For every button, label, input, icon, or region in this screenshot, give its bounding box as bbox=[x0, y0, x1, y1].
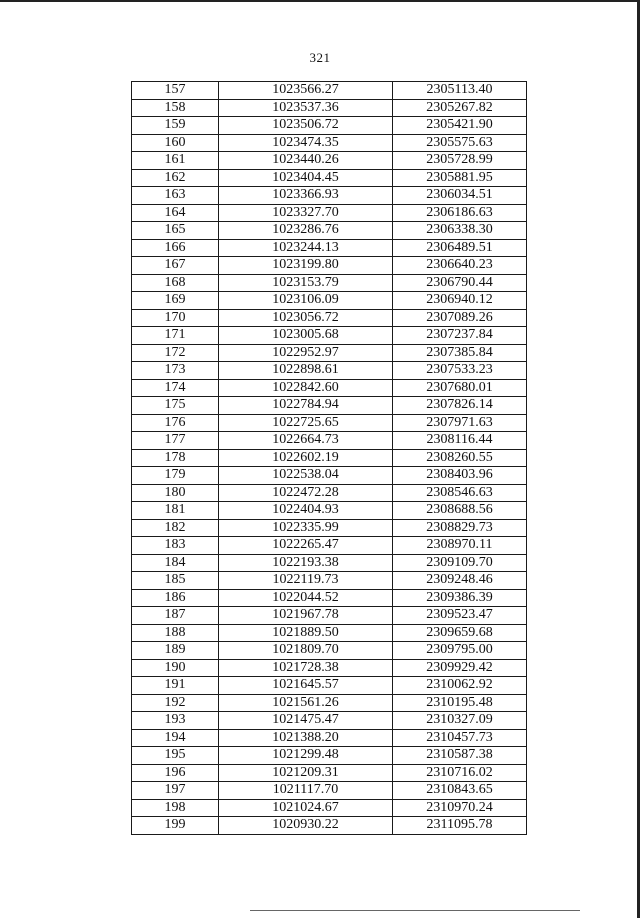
table-row bbox=[132, 257, 527, 275]
y-coordinate-cell: 2309109.70 bbox=[393, 554, 527, 572]
point-number-cell: 184 bbox=[132, 554, 219, 572]
point-number-cell: 198 bbox=[132, 799, 219, 817]
y-coordinate-cell: 2308260.55 bbox=[393, 449, 527, 467]
x-coordinate-cell: 1022664.73 bbox=[219, 432, 393, 450]
point-number-cell: 165 bbox=[132, 222, 219, 240]
x-coordinate-cell: 1021209.31 bbox=[219, 764, 393, 782]
point-number-cell: 164 bbox=[132, 204, 219, 222]
x-coordinate-cell: 1023474.35 bbox=[219, 134, 393, 152]
table-row bbox=[132, 624, 527, 642]
x-coordinate-cell: 1021561.26 bbox=[219, 694, 393, 712]
point-number-cell: 199 bbox=[132, 817, 219, 835]
point-number-cell: 194 bbox=[132, 729, 219, 747]
point-number-cell: 185 bbox=[132, 572, 219, 590]
point-number-cell: 174 bbox=[132, 379, 219, 397]
table-row bbox=[132, 537, 527, 555]
y-coordinate-cell: 2305881.95 bbox=[393, 169, 527, 187]
y-coordinate-cell: 2310457.73 bbox=[393, 729, 527, 747]
point-number-cell: 175 bbox=[132, 397, 219, 415]
point-number-cell: 186 bbox=[132, 589, 219, 607]
y-coordinate-cell: 2306640.23 bbox=[393, 257, 527, 275]
x-coordinate-cell: 1022725.65 bbox=[219, 414, 393, 432]
table-row bbox=[132, 677, 527, 695]
table-row bbox=[132, 187, 527, 205]
y-coordinate-cell: 2307533.23 bbox=[393, 362, 527, 380]
x-coordinate-cell: 1023537.36 bbox=[219, 99, 393, 117]
y-coordinate-cell: 2308403.96 bbox=[393, 467, 527, 485]
x-coordinate-cell: 1021388.20 bbox=[219, 729, 393, 747]
table-row bbox=[132, 694, 527, 712]
y-coordinate-cell: 2309795.00 bbox=[393, 642, 527, 660]
point-number-cell: 160 bbox=[132, 134, 219, 152]
table-row bbox=[132, 169, 527, 187]
y-coordinate-cell: 2309929.42 bbox=[393, 659, 527, 677]
x-coordinate-cell: 1022404.93 bbox=[219, 502, 393, 520]
scan-edge-top bbox=[0, 0, 640, 2]
y-coordinate-cell: 2310843.65 bbox=[393, 782, 527, 800]
y-coordinate-cell: 2307089.26 bbox=[393, 309, 527, 327]
table-row bbox=[132, 782, 527, 800]
x-coordinate-cell: 1023506.72 bbox=[219, 117, 393, 135]
y-coordinate-cell: 2306034.51 bbox=[393, 187, 527, 205]
y-coordinate-cell: 2307826.14 bbox=[393, 397, 527, 415]
table-row bbox=[132, 117, 527, 135]
y-coordinate-cell: 2310062.92 bbox=[393, 677, 527, 695]
x-coordinate-cell: 1023440.26 bbox=[219, 152, 393, 170]
table-row bbox=[132, 502, 527, 520]
y-coordinate-cell: 2306338.30 bbox=[393, 222, 527, 240]
table-row bbox=[132, 449, 527, 467]
point-number-cell: 171 bbox=[132, 327, 219, 345]
x-coordinate-cell: 1022952.97 bbox=[219, 344, 393, 362]
point-number-cell: 195 bbox=[132, 747, 219, 765]
x-coordinate-cell: 1023286.76 bbox=[219, 222, 393, 240]
x-coordinate-cell: 1021645.57 bbox=[219, 677, 393, 695]
y-coordinate-cell: 2310716.02 bbox=[393, 764, 527, 782]
table-row bbox=[132, 152, 527, 170]
y-coordinate-cell: 2310970.24 bbox=[393, 799, 527, 817]
x-coordinate-cell: 1022538.04 bbox=[219, 467, 393, 485]
y-coordinate-cell: 2310327.09 bbox=[393, 712, 527, 730]
table-row bbox=[132, 292, 527, 310]
table-row bbox=[132, 327, 527, 345]
y-coordinate-cell: 2309386.39 bbox=[393, 589, 527, 607]
x-coordinate-cell: 1022472.28 bbox=[219, 484, 393, 502]
table-row bbox=[132, 519, 527, 537]
table-row bbox=[132, 222, 527, 240]
point-number-cell: 190 bbox=[132, 659, 219, 677]
point-number-cell: 193 bbox=[132, 712, 219, 730]
table-row bbox=[132, 309, 527, 327]
point-number-cell: 196 bbox=[132, 764, 219, 782]
page-number: 321 bbox=[309, 50, 331, 65]
point-number-cell: 189 bbox=[132, 642, 219, 660]
point-number-cell: 188 bbox=[132, 624, 219, 642]
point-number-cell: 191 bbox=[132, 677, 219, 695]
table-row bbox=[132, 239, 527, 257]
x-coordinate-cell: 1023106.09 bbox=[219, 292, 393, 310]
y-coordinate-cell: 2310587.38 bbox=[393, 747, 527, 765]
table-row bbox=[132, 589, 527, 607]
y-coordinate-cell: 2307385.84 bbox=[393, 344, 527, 362]
table-row bbox=[132, 607, 527, 625]
point-number-cell: 167 bbox=[132, 257, 219, 275]
point-number-cell: 180 bbox=[132, 484, 219, 502]
x-coordinate-cell: 1023404.45 bbox=[219, 169, 393, 187]
point-number-cell: 168 bbox=[132, 274, 219, 292]
x-coordinate-cell: 1022842.60 bbox=[219, 379, 393, 397]
point-number-cell: 157 bbox=[132, 82, 219, 100]
point-number-cell: 163 bbox=[132, 187, 219, 205]
point-number-cell: 177 bbox=[132, 432, 219, 450]
table-row bbox=[132, 414, 527, 432]
y-coordinate-cell: 2309659.68 bbox=[393, 624, 527, 642]
x-coordinate-cell: 1023566.27 bbox=[219, 82, 393, 100]
y-coordinate-cell: 2307237.84 bbox=[393, 327, 527, 345]
x-coordinate-cell: 1022119.73 bbox=[219, 572, 393, 590]
point-number-cell: 173 bbox=[132, 362, 219, 380]
table-row bbox=[132, 659, 527, 677]
x-coordinate-cell: 1021967.78 bbox=[219, 607, 393, 625]
x-coordinate-cell: 1021024.67 bbox=[219, 799, 393, 817]
x-coordinate-cell: 1023327.70 bbox=[219, 204, 393, 222]
table-row bbox=[132, 554, 527, 572]
point-number-cell: 162 bbox=[132, 169, 219, 187]
x-coordinate-cell: 1022335.99 bbox=[219, 519, 393, 537]
table-row bbox=[132, 467, 527, 485]
y-coordinate-cell: 2306489.51 bbox=[393, 239, 527, 257]
y-coordinate-cell: 2308970.11 bbox=[393, 537, 527, 555]
table-row bbox=[132, 204, 527, 222]
point-number-cell: 172 bbox=[132, 344, 219, 362]
x-coordinate-cell: 1022193.38 bbox=[219, 554, 393, 572]
table-row bbox=[132, 747, 527, 765]
x-coordinate-cell: 1023153.79 bbox=[219, 274, 393, 292]
x-coordinate-cell: 1022602.19 bbox=[219, 449, 393, 467]
table-row bbox=[132, 379, 527, 397]
table-row bbox=[132, 484, 527, 502]
table-row bbox=[132, 99, 527, 117]
y-coordinate-cell: 2305575.63 bbox=[393, 134, 527, 152]
table-row bbox=[132, 432, 527, 450]
point-number-cell: 183 bbox=[132, 537, 219, 555]
x-coordinate-cell: 1023199.80 bbox=[219, 257, 393, 275]
y-coordinate-cell: 2305421.90 bbox=[393, 117, 527, 135]
point-number-cell: 158 bbox=[132, 99, 219, 117]
x-coordinate-cell: 1021728.38 bbox=[219, 659, 393, 677]
point-number-cell: 159 bbox=[132, 117, 219, 135]
table-row bbox=[132, 729, 527, 747]
y-coordinate-cell: 2311095.78 bbox=[393, 817, 527, 835]
x-coordinate-cell: 1021117.70 bbox=[219, 782, 393, 800]
y-coordinate-cell: 2305113.40 bbox=[393, 82, 527, 100]
scan-edge-bottom bbox=[250, 910, 580, 911]
x-coordinate-cell: 1023244.13 bbox=[219, 239, 393, 257]
x-coordinate-cell: 1022265.47 bbox=[219, 537, 393, 555]
point-number-cell: 182 bbox=[132, 519, 219, 537]
y-coordinate-cell: 2306186.63 bbox=[393, 204, 527, 222]
coordinates-table-body bbox=[132, 82, 527, 835]
y-coordinate-cell: 2307680.01 bbox=[393, 379, 527, 397]
x-coordinate-cell: 1020930.22 bbox=[219, 817, 393, 835]
point-number-cell: 169 bbox=[132, 292, 219, 310]
table-row bbox=[132, 344, 527, 362]
x-coordinate-cell: 1021889.50 bbox=[219, 624, 393, 642]
table-row bbox=[132, 764, 527, 782]
y-coordinate-cell: 2306940.12 bbox=[393, 292, 527, 310]
y-coordinate-cell: 2310195.48 bbox=[393, 694, 527, 712]
point-number-cell: 197 bbox=[132, 782, 219, 800]
y-coordinate-cell: 2308829.73 bbox=[393, 519, 527, 537]
x-coordinate-cell: 1023366.93 bbox=[219, 187, 393, 205]
point-number-cell: 161 bbox=[132, 152, 219, 170]
point-number-cell: 166 bbox=[132, 239, 219, 257]
point-number-cell: 176 bbox=[132, 414, 219, 432]
table-row bbox=[132, 712, 527, 730]
y-coordinate-cell: 2308688.56 bbox=[393, 502, 527, 520]
table-row bbox=[132, 82, 527, 100]
point-number-cell: 192 bbox=[132, 694, 219, 712]
table-row bbox=[132, 274, 527, 292]
y-coordinate-cell: 2307971.63 bbox=[393, 414, 527, 432]
x-coordinate-cell: 1023056.72 bbox=[219, 309, 393, 327]
x-coordinate-cell: 1021809.70 bbox=[219, 642, 393, 660]
x-coordinate-cell: 1023005.68 bbox=[219, 327, 393, 345]
point-number-cell: 187 bbox=[132, 607, 219, 625]
point-number-cell: 181 bbox=[132, 502, 219, 520]
table-row bbox=[132, 362, 527, 380]
x-coordinate-cell: 1021475.47 bbox=[219, 712, 393, 730]
y-coordinate-cell: 2305267.82 bbox=[393, 99, 527, 117]
y-coordinate-cell: 2305728.99 bbox=[393, 152, 527, 170]
y-coordinate-cell: 2309248.46 bbox=[393, 572, 527, 590]
y-coordinate-cell: 2308116.44 bbox=[393, 432, 527, 450]
x-coordinate-cell: 1022784.94 bbox=[219, 397, 393, 415]
y-coordinate-cell: 2308546.63 bbox=[393, 484, 527, 502]
table-row bbox=[132, 397, 527, 415]
table-row bbox=[132, 642, 527, 660]
y-coordinate-cell: 2306790.44 bbox=[393, 274, 527, 292]
x-coordinate-cell: 1021299.48 bbox=[219, 747, 393, 765]
table-row bbox=[132, 572, 527, 590]
y-coordinate-cell: 2309523.47 bbox=[393, 607, 527, 625]
table-row bbox=[132, 134, 527, 152]
table-row bbox=[132, 817, 527, 835]
x-coordinate-cell: 1022898.61 bbox=[219, 362, 393, 380]
point-number-cell: 179 bbox=[132, 467, 219, 485]
point-number-cell: 170 bbox=[132, 309, 219, 327]
point-number-cell: 178 bbox=[132, 449, 219, 467]
table-row bbox=[132, 799, 527, 817]
x-coordinate-cell: 1022044.52 bbox=[219, 589, 393, 607]
coordinates-table bbox=[131, 81, 527, 835]
